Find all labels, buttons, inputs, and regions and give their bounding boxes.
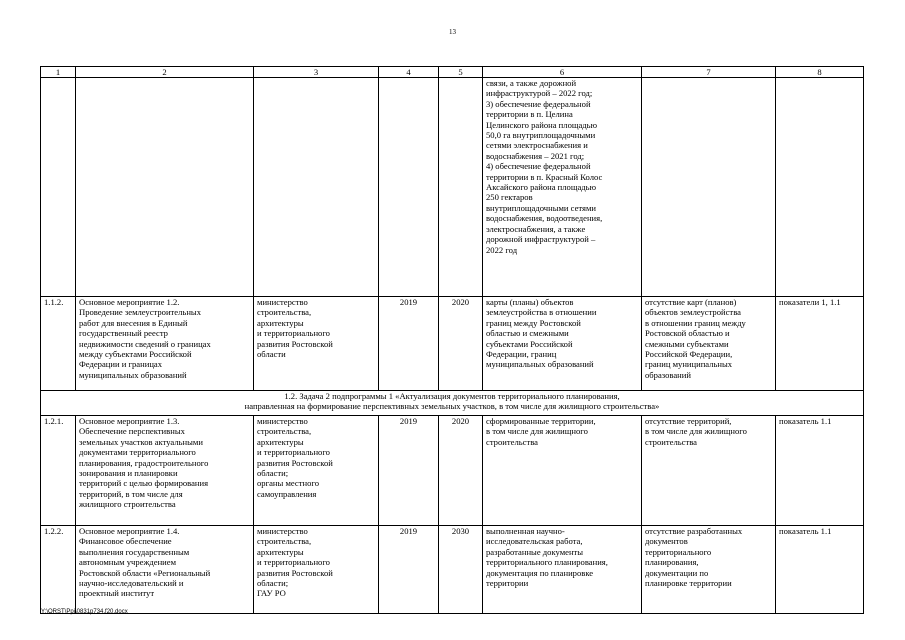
text-line: инфраструктурой – 2022 год; bbox=[486, 88, 593, 99]
table-row bbox=[41, 526, 864, 614]
table-row bbox=[41, 297, 864, 391]
text-line: Ростовской области «Региональный bbox=[79, 567, 211, 578]
text-line: самоуправления bbox=[257, 488, 317, 499]
text-line: в том числе для жилищного bbox=[486, 426, 588, 437]
measure-cell bbox=[76, 416, 254, 526]
text-line: 4) обеспечение федеральной bbox=[486, 161, 591, 172]
text-line: дорожной инфраструктурой – bbox=[486, 234, 596, 245]
end-year: 2020 bbox=[439, 416, 483, 526]
start-year: 2019 bbox=[379, 526, 439, 614]
text-line: министерство bbox=[257, 416, 308, 426]
text-line: документов bbox=[645, 536, 688, 547]
text-line: Основное мероприятие 1.3. bbox=[79, 416, 180, 426]
table-row bbox=[41, 416, 864, 526]
text-line: Финансовое обеспечение bbox=[79, 536, 172, 547]
task-header-row bbox=[41, 391, 864, 416]
text-line: электроснабжения, а также bbox=[486, 223, 586, 234]
text-line: государственный реестр bbox=[79, 328, 168, 339]
text-line: строительства, bbox=[257, 307, 312, 318]
indicator-cell: показатель 1.1 bbox=[776, 526, 864, 614]
text-line: территории в п. Красный Колос bbox=[486, 171, 603, 182]
text-line: земельных участков актуальными bbox=[79, 436, 203, 447]
text-line: в том числе для жилищного bbox=[645, 426, 747, 437]
measure-cell bbox=[76, 526, 254, 614]
text-line: планировке территории bbox=[645, 578, 732, 589]
text-line: зонирования и планировки bbox=[79, 468, 178, 479]
row-number: 1.2.1. bbox=[41, 416, 76, 526]
text-line: Проведение землеустроительных bbox=[79, 307, 202, 318]
task-header-line: 1.2. Задача 2 подпрограммы 1 «Актуализация документов территориального планирования, bbox=[284, 391, 620, 401]
text-line: Обеспечение перспективных bbox=[79, 426, 185, 437]
executor-cell bbox=[254, 526, 379, 614]
result-cell bbox=[483, 416, 642, 526]
col-header: 6 bbox=[483, 67, 642, 78]
text-line: Ростовской областью и bbox=[645, 328, 730, 339]
text-line: научно-исследовательский и bbox=[79, 578, 184, 589]
text-line: территории bbox=[486, 578, 529, 589]
task-header bbox=[41, 391, 864, 416]
text-line: Федерации, границ bbox=[486, 349, 557, 360]
text-line: области; bbox=[257, 468, 289, 479]
text-line: 2022 год bbox=[486, 244, 518, 255]
result-cell bbox=[483, 297, 642, 391]
text-line: ГАУ РО bbox=[257, 588, 286, 599]
start-year: 2019 bbox=[379, 297, 439, 391]
text-line: 250 гектаров bbox=[486, 192, 533, 203]
indicator-cell: показатель 1.1 bbox=[776, 416, 864, 526]
text-line: министерство bbox=[257, 297, 308, 307]
text-line: Основное мероприятие 1.2. bbox=[79, 297, 180, 307]
consequence-cell bbox=[642, 416, 776, 526]
text-line: территории в п. Целина bbox=[486, 109, 573, 120]
text-line: смежными субъектами bbox=[645, 338, 729, 349]
text-line: водоснабжения – 2021 год; bbox=[486, 150, 585, 161]
row-number: 1.2.2. bbox=[41, 526, 76, 614]
text-line: 50,0 га внутриплощадочными bbox=[486, 130, 596, 141]
text-line: и территориального bbox=[257, 328, 330, 339]
row-number: 1.1.2. bbox=[41, 297, 76, 391]
text-line: водоснабжения, водоотведения, bbox=[486, 213, 603, 224]
col-header: 2 bbox=[76, 67, 254, 78]
text-line: территорий с целью формирования bbox=[79, 478, 209, 489]
file-path-footer: Y:\ORST\Ppi\0831p734.f20.docx bbox=[41, 609, 128, 615]
text-line: 3) обеспечение федеральной bbox=[486, 98, 591, 109]
consequence-cell bbox=[642, 297, 776, 391]
text-line: в отношении границ между bbox=[645, 317, 746, 328]
text-line: документация по планировке bbox=[486, 567, 594, 578]
text-line: сформированные территории, bbox=[486, 416, 596, 426]
text-line: области bbox=[257, 349, 286, 360]
text-line: планирования, градостроительного bbox=[79, 457, 209, 468]
text-line: проектный институт bbox=[79, 588, 155, 599]
text-line: границ муниципальных bbox=[645, 359, 733, 370]
text-line: исследовательская работа, bbox=[486, 536, 583, 547]
text-line: Аксайского района площадью bbox=[486, 182, 597, 193]
text-line: и территориального bbox=[257, 447, 330, 458]
text-line: планирования, bbox=[645, 557, 699, 568]
text-line: строительства bbox=[645, 436, 697, 447]
text-line: развития Ростовской bbox=[257, 457, 333, 468]
text-line: связи, а также дорожной bbox=[486, 78, 577, 88]
col-header: 5 bbox=[439, 67, 483, 78]
text-line: министерство bbox=[257, 526, 308, 536]
text-line: развития Ростовской bbox=[257, 338, 333, 349]
text-line: архитектуры bbox=[257, 436, 304, 447]
text-line: Основное мероприятие 1.4. bbox=[79, 526, 180, 536]
end-year: 2020 bbox=[439, 297, 483, 391]
text-line: строительства, bbox=[257, 426, 312, 437]
task-header-line: направленная на формирование перспективных земельных участков, в том числе для жилищного строительства» bbox=[244, 401, 660, 412]
text-line: муниципальных образований bbox=[486, 359, 594, 370]
executor-cell bbox=[254, 416, 379, 526]
text-line: строительства bbox=[486, 436, 538, 447]
text-line: недвижимости сведений о границах bbox=[79, 338, 211, 349]
continuation-row bbox=[41, 78, 864, 297]
text-line: области; bbox=[257, 578, 289, 589]
col-header: 4 bbox=[379, 67, 439, 78]
text-line: отсутствие территорий, bbox=[645, 416, 732, 426]
text-line: автономным учреждением bbox=[79, 557, 177, 568]
text-line: внутриплощадочными сетями bbox=[486, 202, 597, 213]
col-header: 3 bbox=[254, 67, 379, 78]
col-header: 1 bbox=[41, 67, 76, 78]
text-line: работ для внесения в Единый bbox=[79, 317, 188, 328]
measure-cell bbox=[76, 297, 254, 391]
text-line: областью и смежными bbox=[486, 328, 569, 339]
text-line: строительства, bbox=[257, 536, 312, 547]
column-number-row bbox=[41, 67, 864, 78]
text-line: муниципальных образований bbox=[79, 369, 187, 380]
text-line: карты (планы) объектов bbox=[486, 297, 574, 307]
text-line: органы местного bbox=[257, 478, 319, 489]
text-line: сетями электроснабжения и bbox=[486, 140, 588, 151]
page-number: 13 bbox=[449, 28, 456, 36]
text-line: документации по bbox=[645, 567, 709, 578]
text-line: границ между Ростовской bbox=[486, 317, 581, 328]
text-line: Российской Федерации, bbox=[645, 349, 733, 360]
col-header: 7 bbox=[642, 67, 776, 78]
text-line: документами территориального bbox=[79, 447, 196, 458]
text-line: выполненная научно- bbox=[486, 526, 565, 536]
text-line: архитектуры bbox=[257, 546, 304, 557]
text-line: землеустройства в отношении bbox=[486, 307, 597, 318]
consequence-cell bbox=[642, 526, 776, 614]
continuation-result-cell bbox=[483, 78, 642, 297]
text-line: объектов землеустройства bbox=[645, 307, 741, 318]
text-line: между субъектами Российской bbox=[79, 349, 192, 360]
measures-table bbox=[40, 66, 864, 614]
text-line: развития Ростовской bbox=[257, 567, 333, 578]
result-cell bbox=[483, 526, 642, 614]
text-line: выполнения государственным bbox=[79, 546, 190, 557]
text-line: разработанные документы bbox=[486, 546, 584, 557]
text-line: жилищного строительства bbox=[79, 499, 176, 510]
indicator-cell: показатели 1, 1.1 bbox=[776, 297, 864, 391]
executor-cell bbox=[254, 297, 379, 391]
text-line: субъектами Российской bbox=[486, 338, 573, 349]
start-year: 2019 bbox=[379, 416, 439, 526]
text-line: Целинского района площадью bbox=[486, 119, 598, 130]
text-line: Федерации и границах bbox=[79, 359, 163, 370]
text-line: территорий, в том числе для bbox=[79, 488, 183, 499]
text-line: архитектуры bbox=[257, 317, 304, 328]
end-year: 2030 bbox=[439, 526, 483, 614]
text-line: территориального bbox=[645, 546, 712, 557]
text-line: территориального планирования, bbox=[486, 557, 608, 568]
text-line: и территориального bbox=[257, 557, 330, 568]
text-line: отсутствие карт (планов) bbox=[645, 297, 737, 307]
col-header: 8 bbox=[776, 67, 864, 78]
text-line: отсутствие разработанных bbox=[645, 526, 743, 536]
text-line: образований bbox=[645, 369, 691, 380]
